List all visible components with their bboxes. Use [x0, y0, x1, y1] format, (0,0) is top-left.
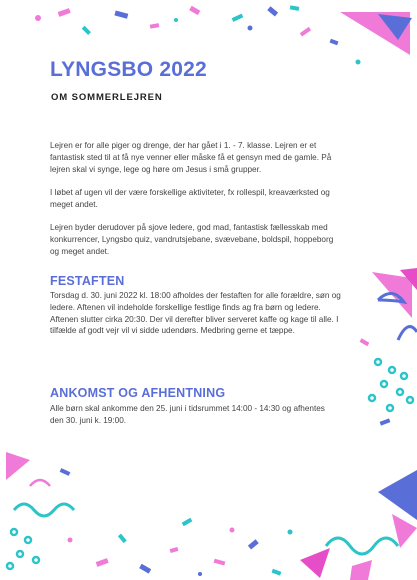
bottom-confetti — [96, 470, 417, 580]
ankomst-text: Alle børn skal ankomme den 25. juni i tidsrummet 14:00 - 14:30 og afhentes den 30. juni k. 19:00. — [50, 404, 325, 425]
ankomst-heading: ANKOMST OG AFHENTNING — [50, 386, 226, 400]
top-confetti — [35, 5, 412, 64]
intro-paragraph-2: I løbet af ugen vil der være forskellige aktiviteter, fx rollespil, kreaværksted og meget andet. — [50, 188, 330, 209]
page-subtitle: OM SOMMERLEJREN — [51, 92, 163, 103]
intro-paragraph-1: Lejren er for alle piger og drenge, der har gået i 1. - 7. klasse. Lejren er et fantastisk sted til at få nye venner eller måske få et gensyn med de gamle. På lejren skal vi synge, lege og høre om Jesus i små grupper. — [50, 141, 332, 174]
intro-paragraph-3: Lejren byder derudover på sjove ledere, god mad, fantastisk fællesskab med konkurrencer, Lyngsbo quiz, vandrutsjebane, svævebane, boldspil, hoppeborg og meget andet. — [50, 223, 334, 256]
festaften-heading: FESTAFTEN — [50, 274, 125, 288]
festaften-text: Torsdag d. 30. juni 2022 kl. 18:00 afholdes der festaften for alle forældre, søn og ledere. Aftenen vil indeholde forskellige festlige finds ag fra børn og ledere. Aftenen slutter cirka 20:30. Der vil derefter bliver serveret kaffe og kage til alle. I tilfælde af godt vejr vil vi sidde udendørs. Medbring gerne et tæppe. — [50, 291, 341, 336]
left-confetti — [6, 452, 74, 569]
page-title: LYNGSBO 2022 — [50, 58, 207, 81]
right-confetti — [360, 268, 417, 426]
